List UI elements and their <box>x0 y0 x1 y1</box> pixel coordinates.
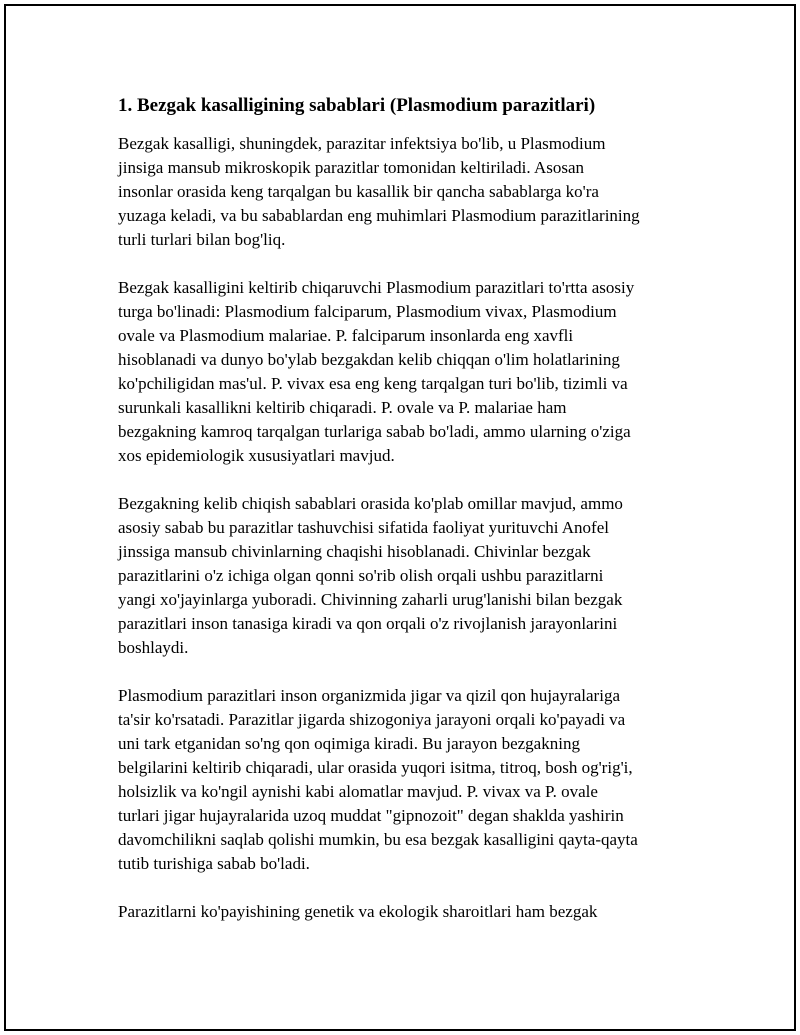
text-line: ovale va Plasmodium malariae. P. falciparum insonlarda eng xavfli <box>118 326 574 345</box>
document-body <box>118 94 688 948</box>
text-line: turlari jigar hujayralarida uzoq muddat "gipnozoit" degan shaklda yashirin <box>118 806 624 825</box>
text-line: yuzaga keladi, va bu sabablardan eng muhimlari Plasmodium parazitlarining <box>118 206 640 225</box>
text-line: xos epidemiologik xususiyatlari mavjud. <box>118 446 395 465</box>
text-line: Parazitlarni ko'payishining genetik va ekologik sharoitlari ham bezgak <box>118 902 598 921</box>
text-line: turli turlari bilan bog'liq. <box>118 230 286 249</box>
text-line: hisoblanadi va dunyo bo'ylab bezgakdan kelib chiqqan o'lim holatlarining <box>118 350 620 369</box>
paragraph-4 <box>118 684 688 876</box>
text-line: insonlar orasida keng tarqalgan bu kasallik bir qancha sabablarga ko'ra <box>118 182 599 201</box>
text-line: Plasmodium parazitlari inson organizmida jigar va qizil qon hujayralariga <box>118 686 620 705</box>
paragraph-1 <box>118 132 688 252</box>
paragraph-3 <box>118 492 688 660</box>
text-line: bezgakning kamroq tarqalgan turlariga sabab bo'ladi, ammo ularning o'ziga <box>118 422 631 441</box>
text-line: parazitlarini o'z ichiga olgan qonni so'rib olish orqali ushbu parazitlarni <box>118 566 604 585</box>
text-line: surunkali kasallikni keltirib chiqaradi. P. ovale va P. malariae ham <box>118 398 567 417</box>
paragraph-5 <box>118 900 688 924</box>
text-line: Bezgak kasalligini keltirib chiqaruvchi Plasmodium parazitlari to'rtta asosiy <box>118 278 635 297</box>
text-line: Bezgak kasalligi, shuningdek, parazitar infektsiya bo'lib, u Plasmodium <box>118 134 606 153</box>
text-line: turga bo'linadi: Plasmodium falciparum, Plasmodium vivax, Plasmodium <box>118 302 617 321</box>
text-line: uni tark etganidan so'ng qon oqimiga kiradi. Bu jarayon bezgakning <box>118 734 580 753</box>
text-line: ta'sir ko'rsatadi. Parazitlar jigarda shizogoniya jarayoni orqali ko'payadi va <box>118 710 626 729</box>
text-line: Bezgakning kelib chiqish sabablari orasida ko'plab omillar mavjud, ammo <box>118 494 623 513</box>
text-line: tutib turishiga sabab bo'ladi. <box>118 854 310 873</box>
text-line: parazitlari inson tanasiga kiradi va qon orqali o'z rivojlanish jarayonlarini <box>118 614 618 633</box>
text-line: ko'pchiligidan mas'ul. P. vivax esa eng keng tarqalgan turi bo'lib, tizimli va <box>118 374 628 393</box>
text-line: asosiy sabab bu parazitlar tashuvchisi sifatida faoliyat yurituvchi Anofel <box>118 518 609 537</box>
text-line: jinsiga mansub mikroskopik parazitlar tomonidan keltiriladi. Asosan <box>118 158 585 177</box>
section-heading: 1. Bezgak kasalligining sabablari (Plasmodium parazitlari) <box>118 95 596 116</box>
text-line: boshlaydi. <box>118 638 189 657</box>
text-line: davomchilikni saqlab qolishi mumkin, bu esa bezgak kasalligini qayta-qayta <box>118 830 638 849</box>
text-line: belgilarini keltirib chiqaradi, ular orasida yuqori isitma, titroq, bosh og'rig'i, <box>118 758 633 777</box>
text-line: holsizlik va ko'ngil aynishi kabi alomatlar mavjud. P. vivax va P. ovale <box>118 782 598 801</box>
paragraph-2 <box>118 276 688 468</box>
text-line: jinssiga mansub chivinlarning chaqishi hisoblanadi. Chivinlar bezgak <box>118 542 591 561</box>
text-line: yangi xo'jayinlarga yuboradi. Chivinning zaharli urug'lanishi bilan bezgak <box>118 590 623 609</box>
